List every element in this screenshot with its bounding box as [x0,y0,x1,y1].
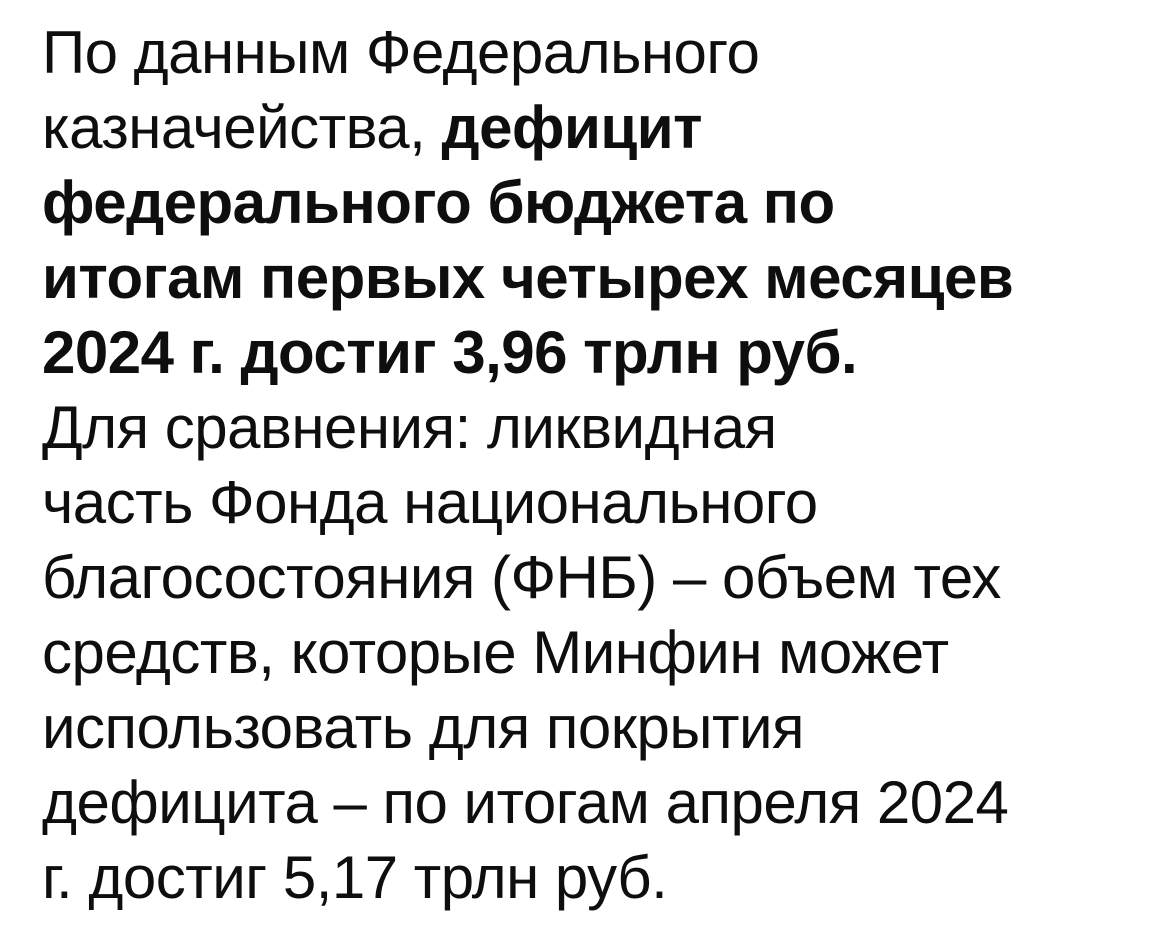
text-line [42,315,1141,390]
text-segment: г. достиг 5,17 трлн руб. [42,844,668,911]
text-line [42,390,1141,465]
text-segment: часть Фонда национального [42,469,818,536]
text-segment: По данным Федерального [42,19,760,86]
text-segment: благосостояния (ФНБ) – объем тех [42,544,1001,611]
text-line [42,540,1141,615]
text-line [42,690,1141,765]
text-segment-bold: федерального бюджета по [42,169,835,236]
text-segment-bold: итогам первых четырех месяцев [42,244,1014,311]
text-line [42,765,1141,840]
text-segment: казначейства, [42,94,442,161]
text-segment: Для сравнения: ликвидная [42,394,777,461]
text-segment-bold: 2024 г. достиг 3,96 трлн руб. [42,319,858,386]
text-line [42,240,1141,315]
text-segment: дефицита – по итогам апреля 2024 [42,769,1009,836]
text-line [42,615,1141,690]
text-line [42,165,1141,240]
text-line [42,15,1141,90]
text-segment: средств, которые Минфин может [42,619,949,686]
text-line [42,840,1141,915]
text-segment: использовать для покрытия [42,694,804,761]
text-segment-bold: дефицит [441,94,702,161]
text-line [42,465,1141,540]
text-line [42,90,1141,165]
